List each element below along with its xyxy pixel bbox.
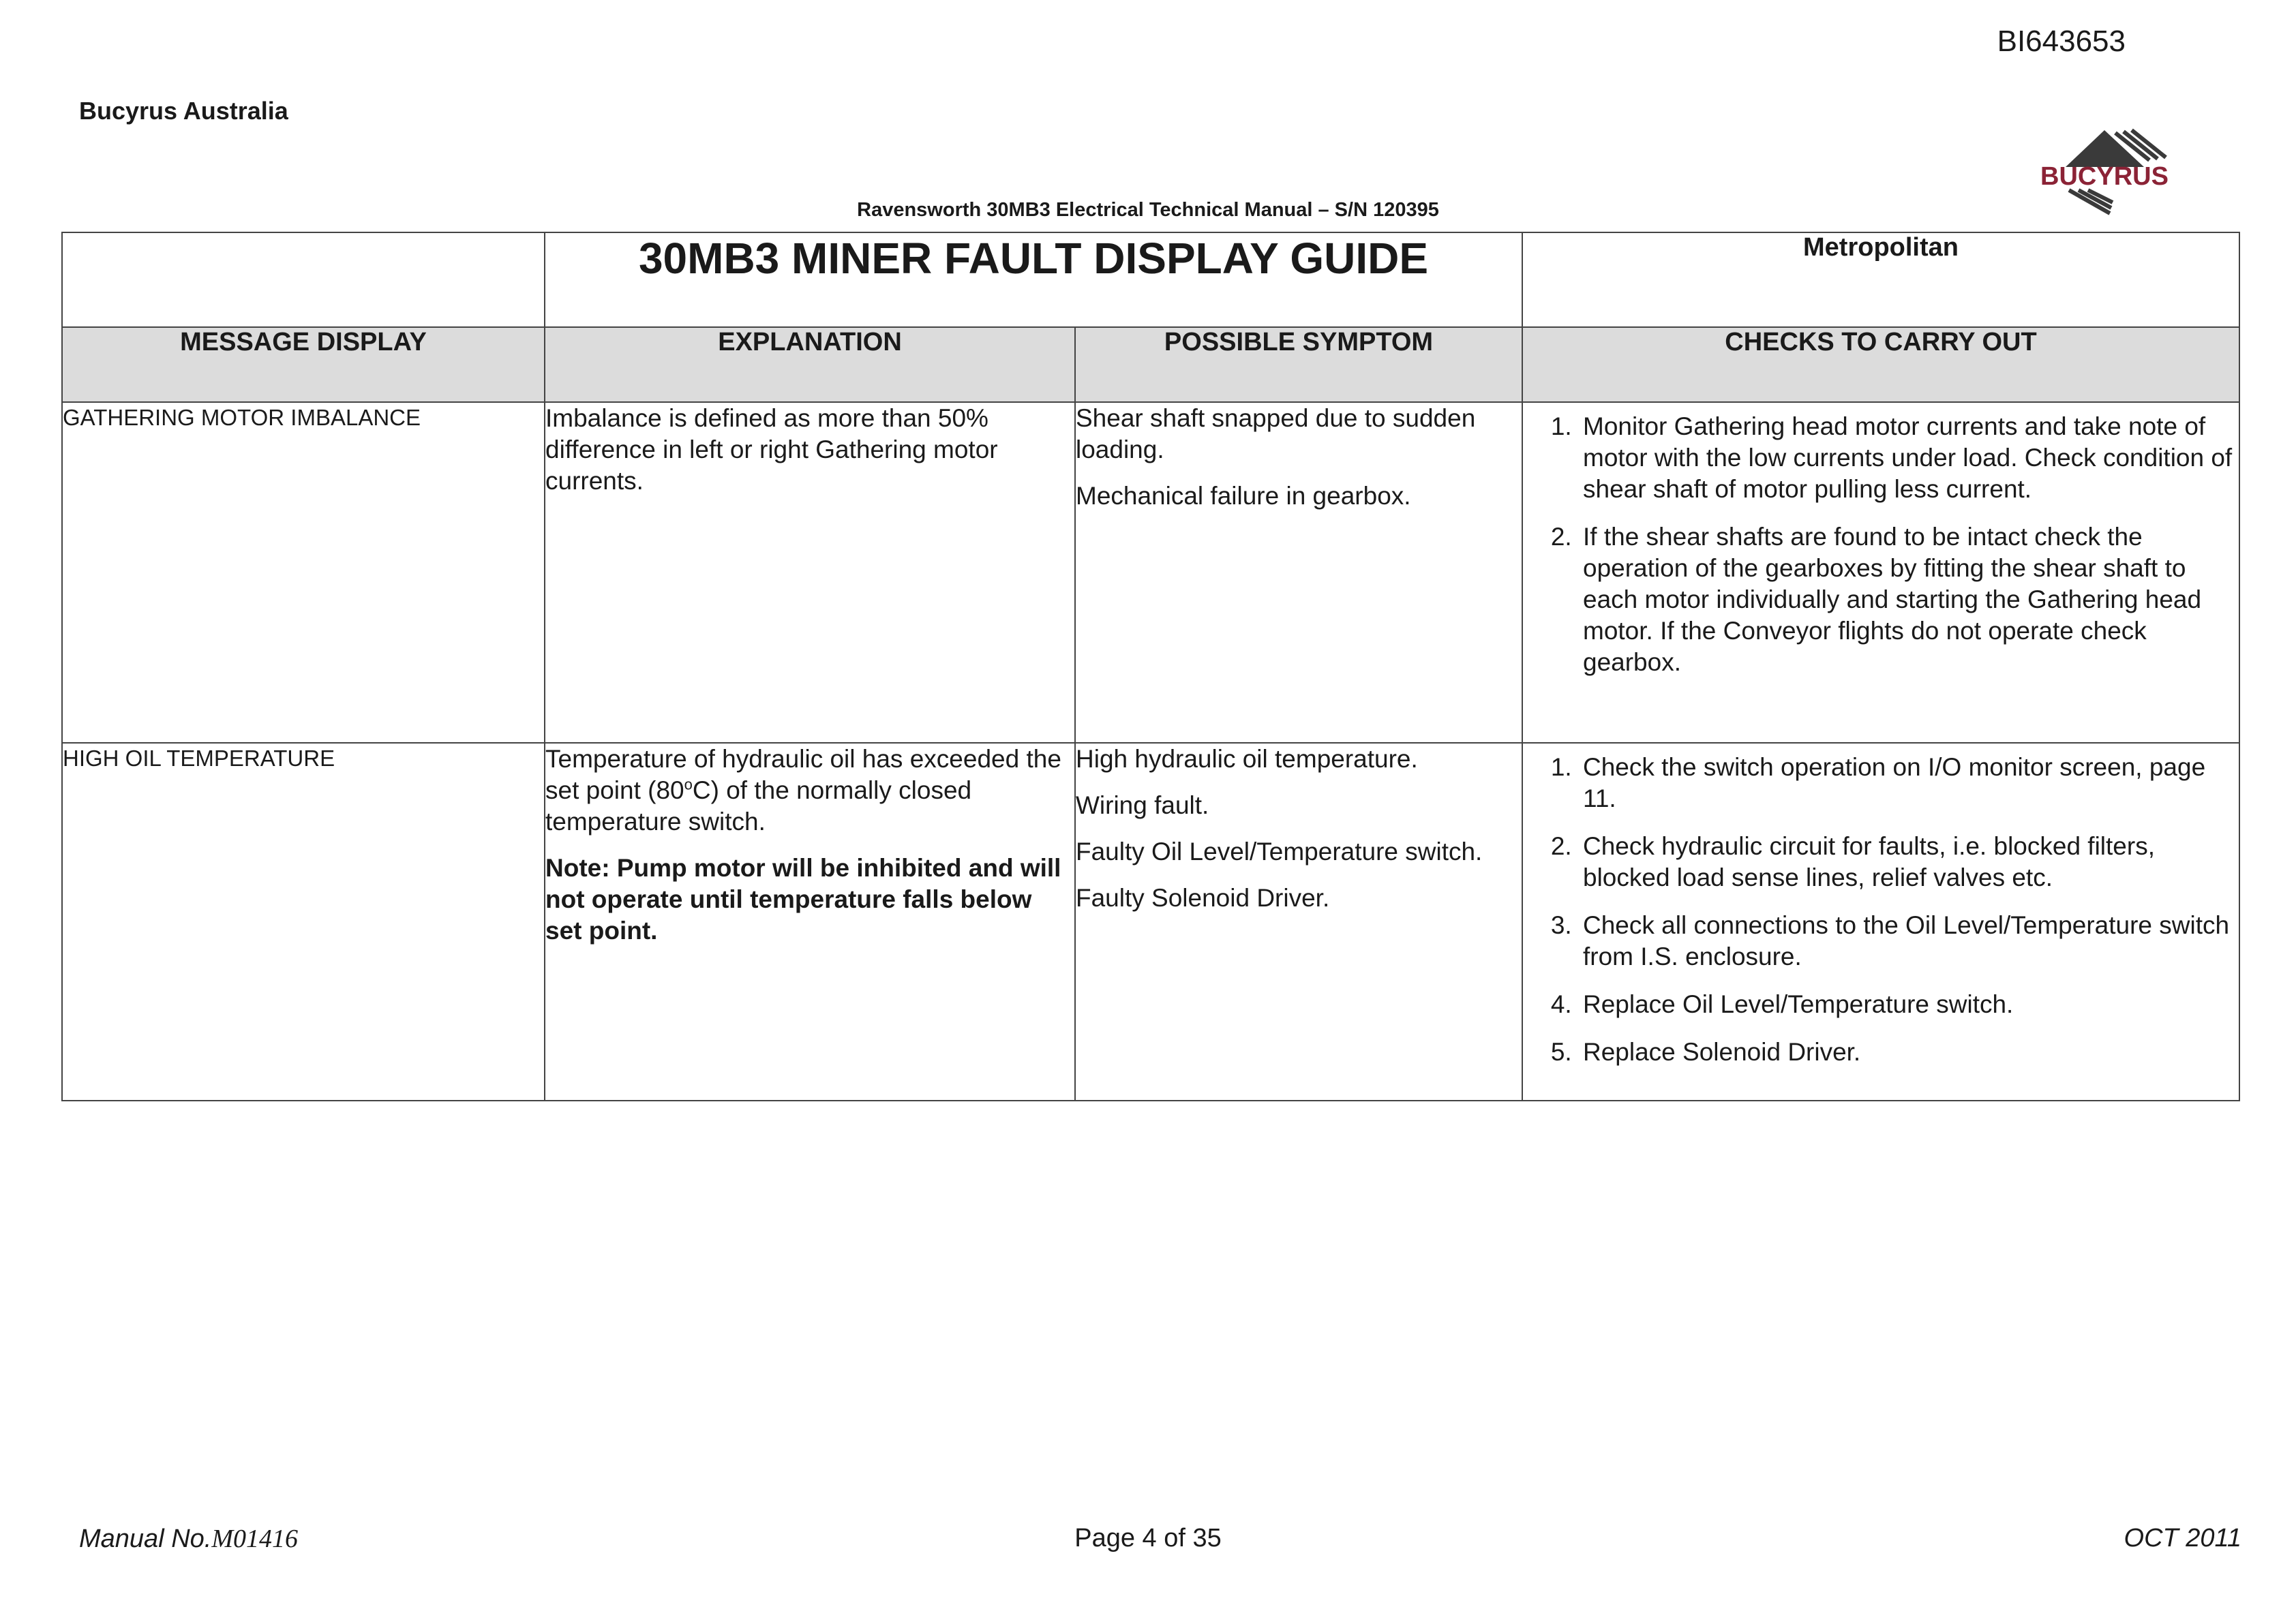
message-display-cell: GATHERING MOTOR IMBALANCE: [62, 402, 545, 743]
company-name: Bucyrus Australia: [79, 97, 288, 125]
check-item: 2. If the shear shafts are found to be intact check the operation of the gearboxes by fitting the shear shaft to each motor individually and starting the Gathering head motor. If the Conveyor flights do not operate check gearbox.: [1579, 521, 2239, 678]
symptom-item: Wiring fault.: [1076, 791, 1209, 819]
table-row: [62, 743, 2239, 1101]
explanation-part: C) of the normally closed temperature switch.: [545, 776, 972, 836]
col-header-symptom: POSSIBLE SYMPTOM: [1075, 327, 1522, 402]
org-name: Metropolitan: [1522, 232, 2239, 327]
issue-date: OCT 2011: [2124, 1524, 2241, 1552]
explanation-text: [545, 744, 1074, 838]
explanation-note: Note: Pump motor will be inhibited and will not operate until temperature falls below set point.: [545, 854, 1061, 945]
page-number: Page 4 of 35: [1074, 1524, 1222, 1552]
table-row: [62, 402, 2239, 743]
symptom-cell: [1075, 402, 1522, 743]
manual-number-value: M01416: [211, 1525, 298, 1553]
symptom-item: Mechanical failure in gearbox.: [1076, 482, 1411, 510]
symptom-item: Faulty Oil Level/Temperature switch.: [1076, 838, 1483, 866]
logo-wordmark: BUCYRUS: [2040, 162, 2169, 191]
check-item: 5. Replace Solenoid Driver.: [1579, 1037, 2239, 1068]
message-display-cell: HIGH OIL TEMPERATURE: [62, 743, 545, 1101]
col-header-message: MESSAGE DISPLAY: [62, 327, 545, 402]
symptom-item: High hydraulic oil temperature.: [1076, 745, 1418, 773]
check-item: 4. Replace Oil Level/Temperature switch.: [1579, 989, 2239, 1020]
header-row: [62, 327, 2239, 402]
degree-superscript: o: [684, 776, 693, 793]
check-item: 1. Monitor Gathering head motor currents and take note of motor with the low currents under load. Check condition of shear shaft of motor pulling less current.: [1579, 411, 2239, 505]
guide-title: 30MB3 MINER FAULT DISPLAY GUIDE: [545, 232, 1522, 327]
explanation-part: Temperature of hydraulic oil has exceeded the set point (80: [545, 745, 1061, 804]
checks-cell: [1522, 402, 2239, 743]
explanation-cell: [545, 402, 1075, 743]
check-item: 2. Check hydraulic circuit for faults, i.e. blocked filters, blocked load sense lines, relief valves etc.: [1579, 831, 2239, 893]
blank-cell: [62, 232, 545, 327]
title-row: [62, 232, 2239, 327]
explanation-text: Imbalance is defined as more than 50% difference in left or right Gathering motor currents.: [545, 404, 998, 495]
manual-number-label: Manual No.: [79, 1525, 212, 1553]
manual-subtitle: Ravensworth 30MB3 Electrical Technical Manual – S/N 120395: [857, 199, 1439, 221]
symptom-item: Faulty Solenoid Driver.: [1076, 884, 1330, 912]
check-item: 1. Check the switch operation on I/O monitor screen, page 11.: [1579, 752, 2239, 814]
checks-list: [1523, 411, 2239, 678]
check-item: 3. Check all connections to the Oil Level/Temperature switch from I.S. enclosure.: [1579, 910, 2239, 973]
bucyrus-logo: [2028, 125, 2199, 224]
col-header-checks: CHECKS TO CARRY OUT: [1522, 327, 2239, 402]
symptom-cell: [1075, 743, 1522, 1101]
fault-display-table: [61, 232, 2240, 1101]
document-id: BI643653: [1997, 25, 2126, 58]
checks-list: [1523, 752, 2239, 1068]
symptom-item: Shear shaft snapped due to sudden loading.: [1076, 404, 1476, 463]
checks-cell: [1522, 743, 2239, 1101]
col-header-explanation: EXPLANATION: [545, 327, 1075, 402]
explanation-cell: [545, 743, 1075, 1101]
